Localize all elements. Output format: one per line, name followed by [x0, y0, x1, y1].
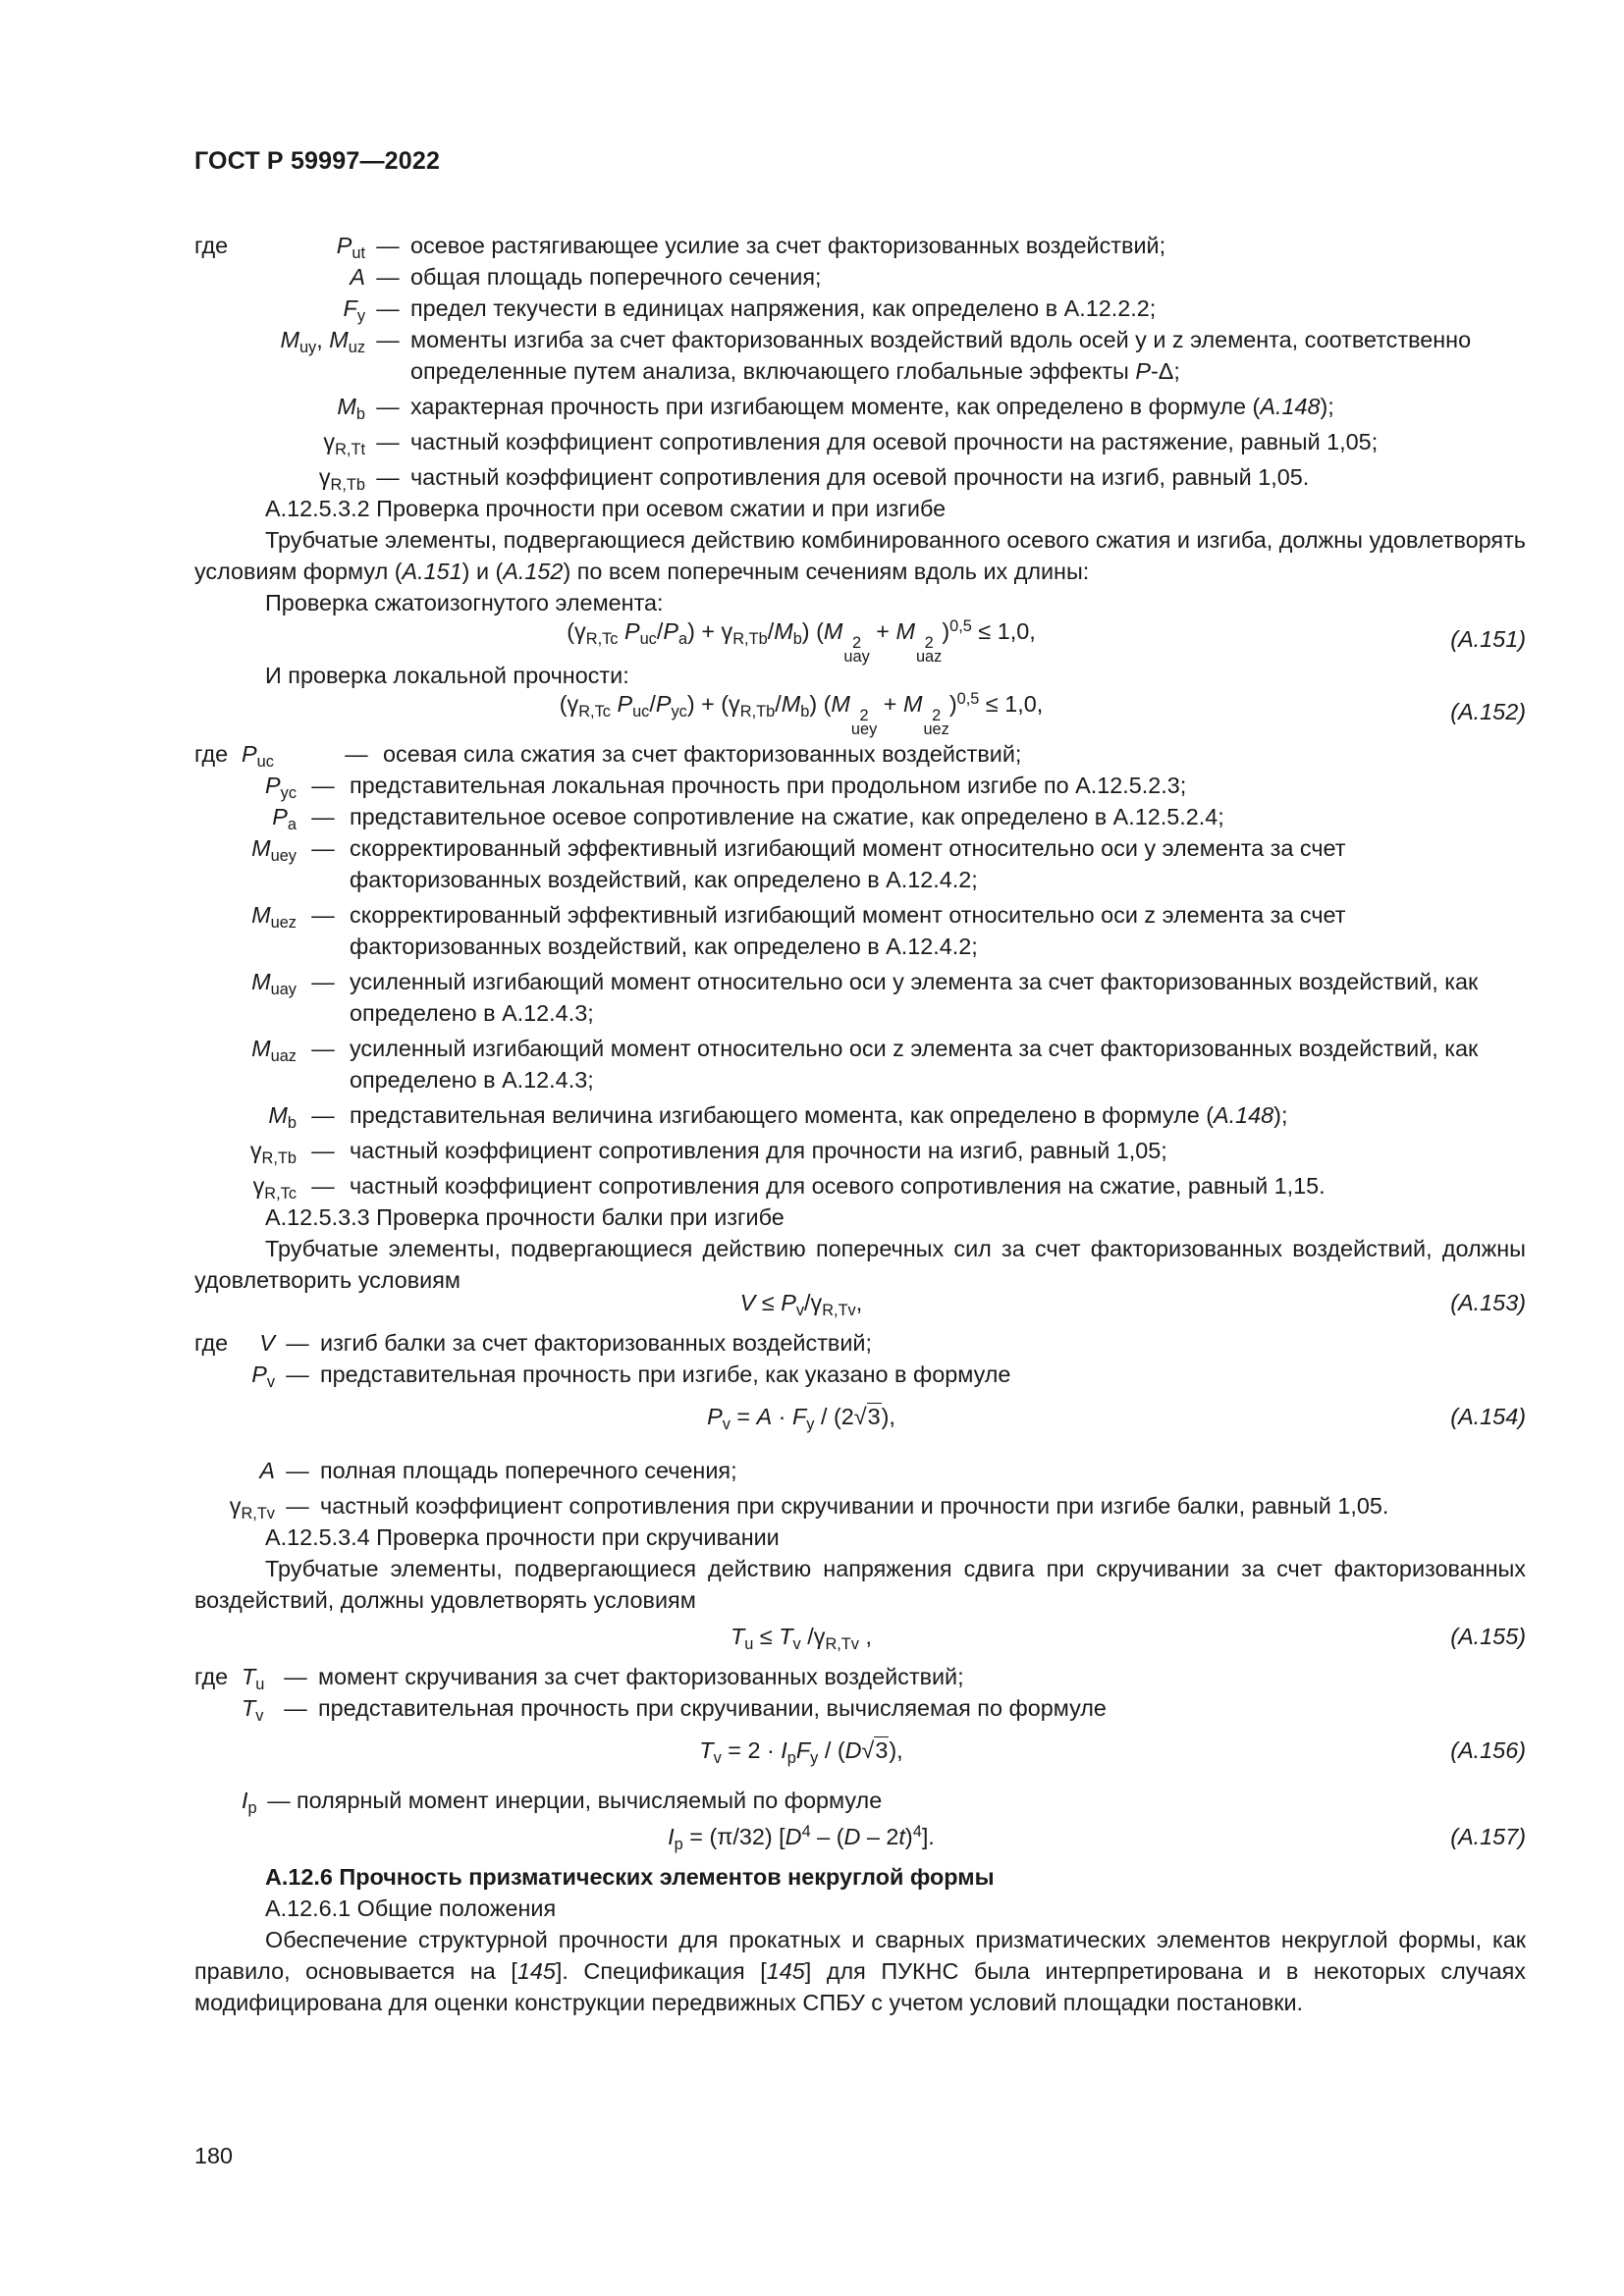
formula-a153	[194, 1282, 1526, 1323]
section-heading-a12534: А.12.5.3.4 Проверка прочности при скручивании	[265, 1524, 780, 1550]
definition-row	[194, 461, 1526, 493]
where-label: где	[194, 1664, 229, 1689]
formula-expression: $V \le P_v/\gamma_{R,Tv}$,	[739, 1290, 863, 1319]
paragraph: Трубчатые элементы, подвергающиеся действию комбинированного осевого сжатия и изгиба, должны удовлетворять условиям формул (А.151) и (А.152) по всем поперечным сечениям вдоль их длины:	[194, 527, 1526, 584]
definition-text: частный коэффициент сопротивления при скручивании и прочности при изгибе балки, равный 1,05.	[320, 1493, 1389, 1519]
definition-text: представительная величина изгибающего момента, как определено в формуле (А.148);	[350, 1102, 1288, 1128]
paragraph: И проверка локальной прочности:	[265, 663, 629, 688]
dash: —	[311, 773, 335, 798]
definition-text: представительная прочность при изгибе, как указано в формуле	[320, 1362, 1011, 1387]
definition-row	[194, 426, 1526, 457]
dash: —	[284, 1695, 307, 1721]
formula-a152	[194, 689, 1526, 738]
definition-row	[194, 1033, 1526, 1095]
definition-row	[194, 1359, 1526, 1390]
definition-row	[194, 1455, 1526, 1486]
paragraph: Проверка сжатоизогнутого элемента:	[265, 590, 664, 615]
definition-text: полная площадь поперечного сечения;	[320, 1458, 737, 1483]
definition-text: момент скручивания за счет факторизованных воздействий;	[318, 1664, 964, 1689]
formula-number: (А.154)	[1450, 1404, 1526, 1429]
definition-row	[194, 1170, 1526, 1201]
definition-text: изгиб балки за счет факторизованных воздействий;	[320, 1330, 872, 1356]
symbol-p-a: $P_a$	[272, 804, 297, 833]
page-content	[194, 230, 1526, 2018]
dash: —	[376, 429, 400, 454]
definition-text: представительная локальная прочность при продольном изгибе по А.12.5.2.3;	[350, 773, 1187, 798]
definition-row	[194, 324, 1526, 387]
symbol-a: A	[259, 1458, 275, 1483]
document-header: ГОСТ Р 59997—2022	[194, 147, 441, 175]
formula-number: (А.153)	[1450, 1290, 1526, 1315]
formula-a151	[194, 616, 1526, 666]
dash: —	[376, 394, 400, 419]
symbol-gamma-r-tc: $\gamma_{R,Tc}$	[252, 1173, 297, 1202]
formula-expression: $I_p = (\pi/32)$ $[D^4 - (D - 2t)^4]$.	[668, 1823, 935, 1853]
symbol-m-uez: $M_{uez}$	[251, 902, 297, 932]
formula-expression: $P_v = A \cdot F_y / (2√3)$,	[707, 1404, 895, 1433]
dash: —	[267, 1788, 291, 1813]
definition-row	[194, 1661, 1526, 1692]
formula-ref: А.148	[1260, 394, 1321, 419]
paragraph: Трубчатые элементы, подвергающиеся действию напряжения сдвига при скручивании за счет факторизованных воздействий, должны удовлетворять условиям	[194, 1556, 1526, 1613]
formula-expression: $T_u \le T_v$ $/\gamma_{R,Tv}$ ,	[731, 1624, 872, 1653]
definition-row	[194, 1490, 1526, 1522]
definition-text: характерная прочность при изгибающем моменте, как определено в формуле (А.148);	[410, 394, 1334, 419]
dash: —	[286, 1362, 309, 1387]
dash: —	[286, 1330, 309, 1356]
symbol-gamma-r-tv: $\gamma_{R,Tv}$	[229, 1493, 275, 1522]
symbol-m-b: $M_b$	[268, 1102, 297, 1132]
definitions-list-5	[194, 1661, 1526, 1724]
symbol-gamma-r-tb: $\gamma_{R,Tb}$	[249, 1138, 297, 1167]
definition-text: представительное осевое сопротивление на сжатие, как определено в А.12.5.2.4;	[350, 804, 1224, 829]
definitions-list-4	[194, 1455, 1526, 1522]
formula-number: (А.152)	[1450, 699, 1526, 724]
definition-row	[194, 738, 1526, 770]
definition-text: осевое растягивающее усилие за счет факторизованных воздействий;	[410, 233, 1166, 258]
dash: —	[376, 464, 400, 490]
dash: —	[376, 233, 400, 258]
definition-row	[194, 1135, 1526, 1166]
dash: —	[311, 969, 335, 994]
symbol-gamma-r-tt: $\gamma_{R,Tt}$	[323, 429, 365, 458]
dash: —	[311, 1173, 335, 1199]
symbol-p-yc: $P_{yc}$	[265, 773, 297, 802]
definition-row	[194, 832, 1526, 895]
where-label: где	[194, 741, 229, 767]
dash: —	[284, 1664, 307, 1689]
definition-text: общая площадь поперечного сечения;	[410, 264, 822, 290]
definition-row	[194, 1099, 1526, 1131]
definition-row	[194, 1692, 1526, 1724]
definition-text: скорректированный эффективный изгибающий момент относительно оси z элемента за счет факторизованных воздействий, как определено в А.12.4.2;	[350, 902, 1346, 959]
formula-ref: А.148	[1214, 1102, 1274, 1128]
formula-number: (А.155)	[1450, 1624, 1526, 1649]
section-heading-a126: А.12.6 Прочность призматических элементов некруглой формы	[265, 1864, 995, 1890]
formula-a157	[194, 1816, 1526, 1857]
section-heading-a12532: А.12.5.3.2 Проверка прочности при осевом сжатии и при изгибе	[265, 496, 947, 521]
dash: —	[376, 327, 400, 352]
formula-expression: ($\gamma_{R,Tc}$ $P_{uc}/P_a) + \gamma_{R,Tb}/M_b$) (M 2 uay + M 2 uaz )$^{0,5}$ ≤ 1,0,	[567, 616, 1036, 666]
definition-row	[194, 293, 1526, 324]
page-number: 180	[194, 2143, 234, 2168]
definition-text: частный коэффициент сопротивления для осевого сопротивления на сжатие, равный 1,15.	[350, 1173, 1326, 1199]
definition-row	[194, 391, 1526, 422]
dash: —	[376, 264, 400, 290]
dash: —	[311, 1138, 335, 1163]
symbol-t-u: $T_u$	[242, 1664, 265, 1693]
definition-text: моменты изгиба за счет факторизованных воздействий вдоль осей y и z элемента, соответственно определенные путем анализа, включающего глобальные эффекты P-Δ;	[410, 327, 1472, 384]
symbol-t-v: $T_v$	[242, 1695, 264, 1725]
definition-row	[194, 261, 1526, 293]
symbol-a: A	[350, 264, 365, 290]
symbol-m-b: $M_b$	[337, 394, 365, 423]
definition-row	[194, 801, 1526, 832]
symbol-m-uy-m-uz: $M_{uy}$, $M_{uz}$	[280, 327, 365, 356]
where-label: где	[194, 1330, 229, 1356]
definition-row	[194, 1327, 1526, 1359]
symbol-f-y: $F_y$	[343, 295, 365, 325]
formula-expression: ($\gamma_{R,Tc}$ $P_{uc}/P_{yc}) + (\gamma_{R,Tb}/M_b)$ (M 2 uey + M 2 uez )$^{0,5}$ ≤ 1,0,	[559, 689, 1044, 738]
subsection-heading-a1261: А.12.6.1 Общие положения	[265, 1896, 557, 1921]
formula-number: (А.151)	[1450, 626, 1526, 652]
dash: —	[311, 835, 335, 861]
symbol-gamma-r-tb: $\gamma_{R,Tb}$	[318, 464, 365, 494]
definition-text: полярный момент инерции, вычисляемый по формуле	[297, 1788, 883, 1813]
definition-row	[194, 899, 1526, 962]
symbol-p-ut: $P_{ut}$	[336, 233, 365, 262]
dash: —	[311, 1036, 335, 1061]
dash: —	[376, 295, 400, 321]
dash: —	[311, 804, 335, 829]
where-label: где	[194, 233, 229, 258]
paragraph: Трубчатые элементы, подвергающиеся действию поперечных сил за счет факторизованных воздействий, должны удовлетворить условиям	[194, 1236, 1526, 1293]
symbol-m-uey: $M_{uey}$	[251, 835, 297, 865]
definition-text: предел текучести в единицах напряжения, как определено в А.12.2.2;	[410, 295, 1157, 321]
definition-text: частный коэффициент сопротивления для осевой прочности на изгиб, равный 1,05.	[410, 464, 1310, 490]
symbol-i-p: $I_p$	[242, 1788, 257, 1817]
dash: —	[345, 741, 368, 767]
definition-row	[194, 770, 1526, 801]
definition-row	[194, 230, 1526, 261]
dash: —	[311, 902, 335, 928]
definitions-list-2	[194, 738, 1526, 1201]
definitions-list-3	[194, 1327, 1526, 1390]
definition-text: представительная прочность при скручивании, вычисляемая по формуле	[318, 1695, 1107, 1721]
section-heading-a12533: А.12.5.3.3 Проверка прочности балки при изгибе	[265, 1204, 785, 1230]
symbol-m-uaz: $M_{uaz}$	[251, 1036, 297, 1065]
definition-row	[194, 1785, 1526, 1816]
formula-number: (А.157)	[1450, 1824, 1526, 1849]
symbol-p-uc: $P_{uc}$	[242, 741, 274, 771]
paragraph: Обеспечение структурной прочности для прокатных и сварных призматических элементов некруглой формы, как правило, основывается на [145]. Спецификация [145] для ПУКНС была интерпретирована и в некоторых случаях модифицирована для оценки конструкции передвижных СПБУ с учетом условий площадки постановки.	[194, 1927, 1526, 2015]
definition-text: частный коэффициент сопротивления для осевой прочности на растяжение, равный 1,05;	[410, 429, 1379, 454]
symbol-p-v: $P_v$	[251, 1362, 275, 1391]
formula-expression: $T_v = 2 \cdot I_pF_y / (D√3)$,	[699, 1737, 903, 1767]
formula-a155	[194, 1616, 1526, 1657]
dash: —	[286, 1493, 309, 1519]
formula-number: (А.156)	[1450, 1737, 1526, 1763]
definition-text: частный коэффициент сопротивления для прочности на изгиб, равный 1,05;	[350, 1138, 1167, 1163]
definition-text: усиленный изгибающий момент относительно оси y элемента за счет факторизованных воздействий, как определено в А.12.4.3;	[350, 969, 1479, 1026]
definition-text: осевая сила сжатия за счет факторизованных воздействий;	[383, 741, 1022, 767]
formula-a156	[194, 1724, 1526, 1777]
dash: —	[311, 1102, 335, 1128]
definition-text: скорректированный эффективный изгибающий момент относительно оси y элемента за счет факторизованных воздействий, как определено в А.12.4.2;	[350, 835, 1346, 892]
definition-row	[194, 966, 1526, 1029]
formula-a154	[194, 1390, 1526, 1443]
definitions-list-1	[194, 230, 1526, 493]
definition-text: усиленный изгибающий момент относительно оси z элемента за счет факторизованных воздействий, как определено в А.12.4.3;	[350, 1036, 1479, 1093]
symbol-m-uay: $M_{uay}$	[251, 969, 297, 998]
symbol-v: V	[259, 1330, 275, 1356]
dash: —	[286, 1458, 309, 1483]
